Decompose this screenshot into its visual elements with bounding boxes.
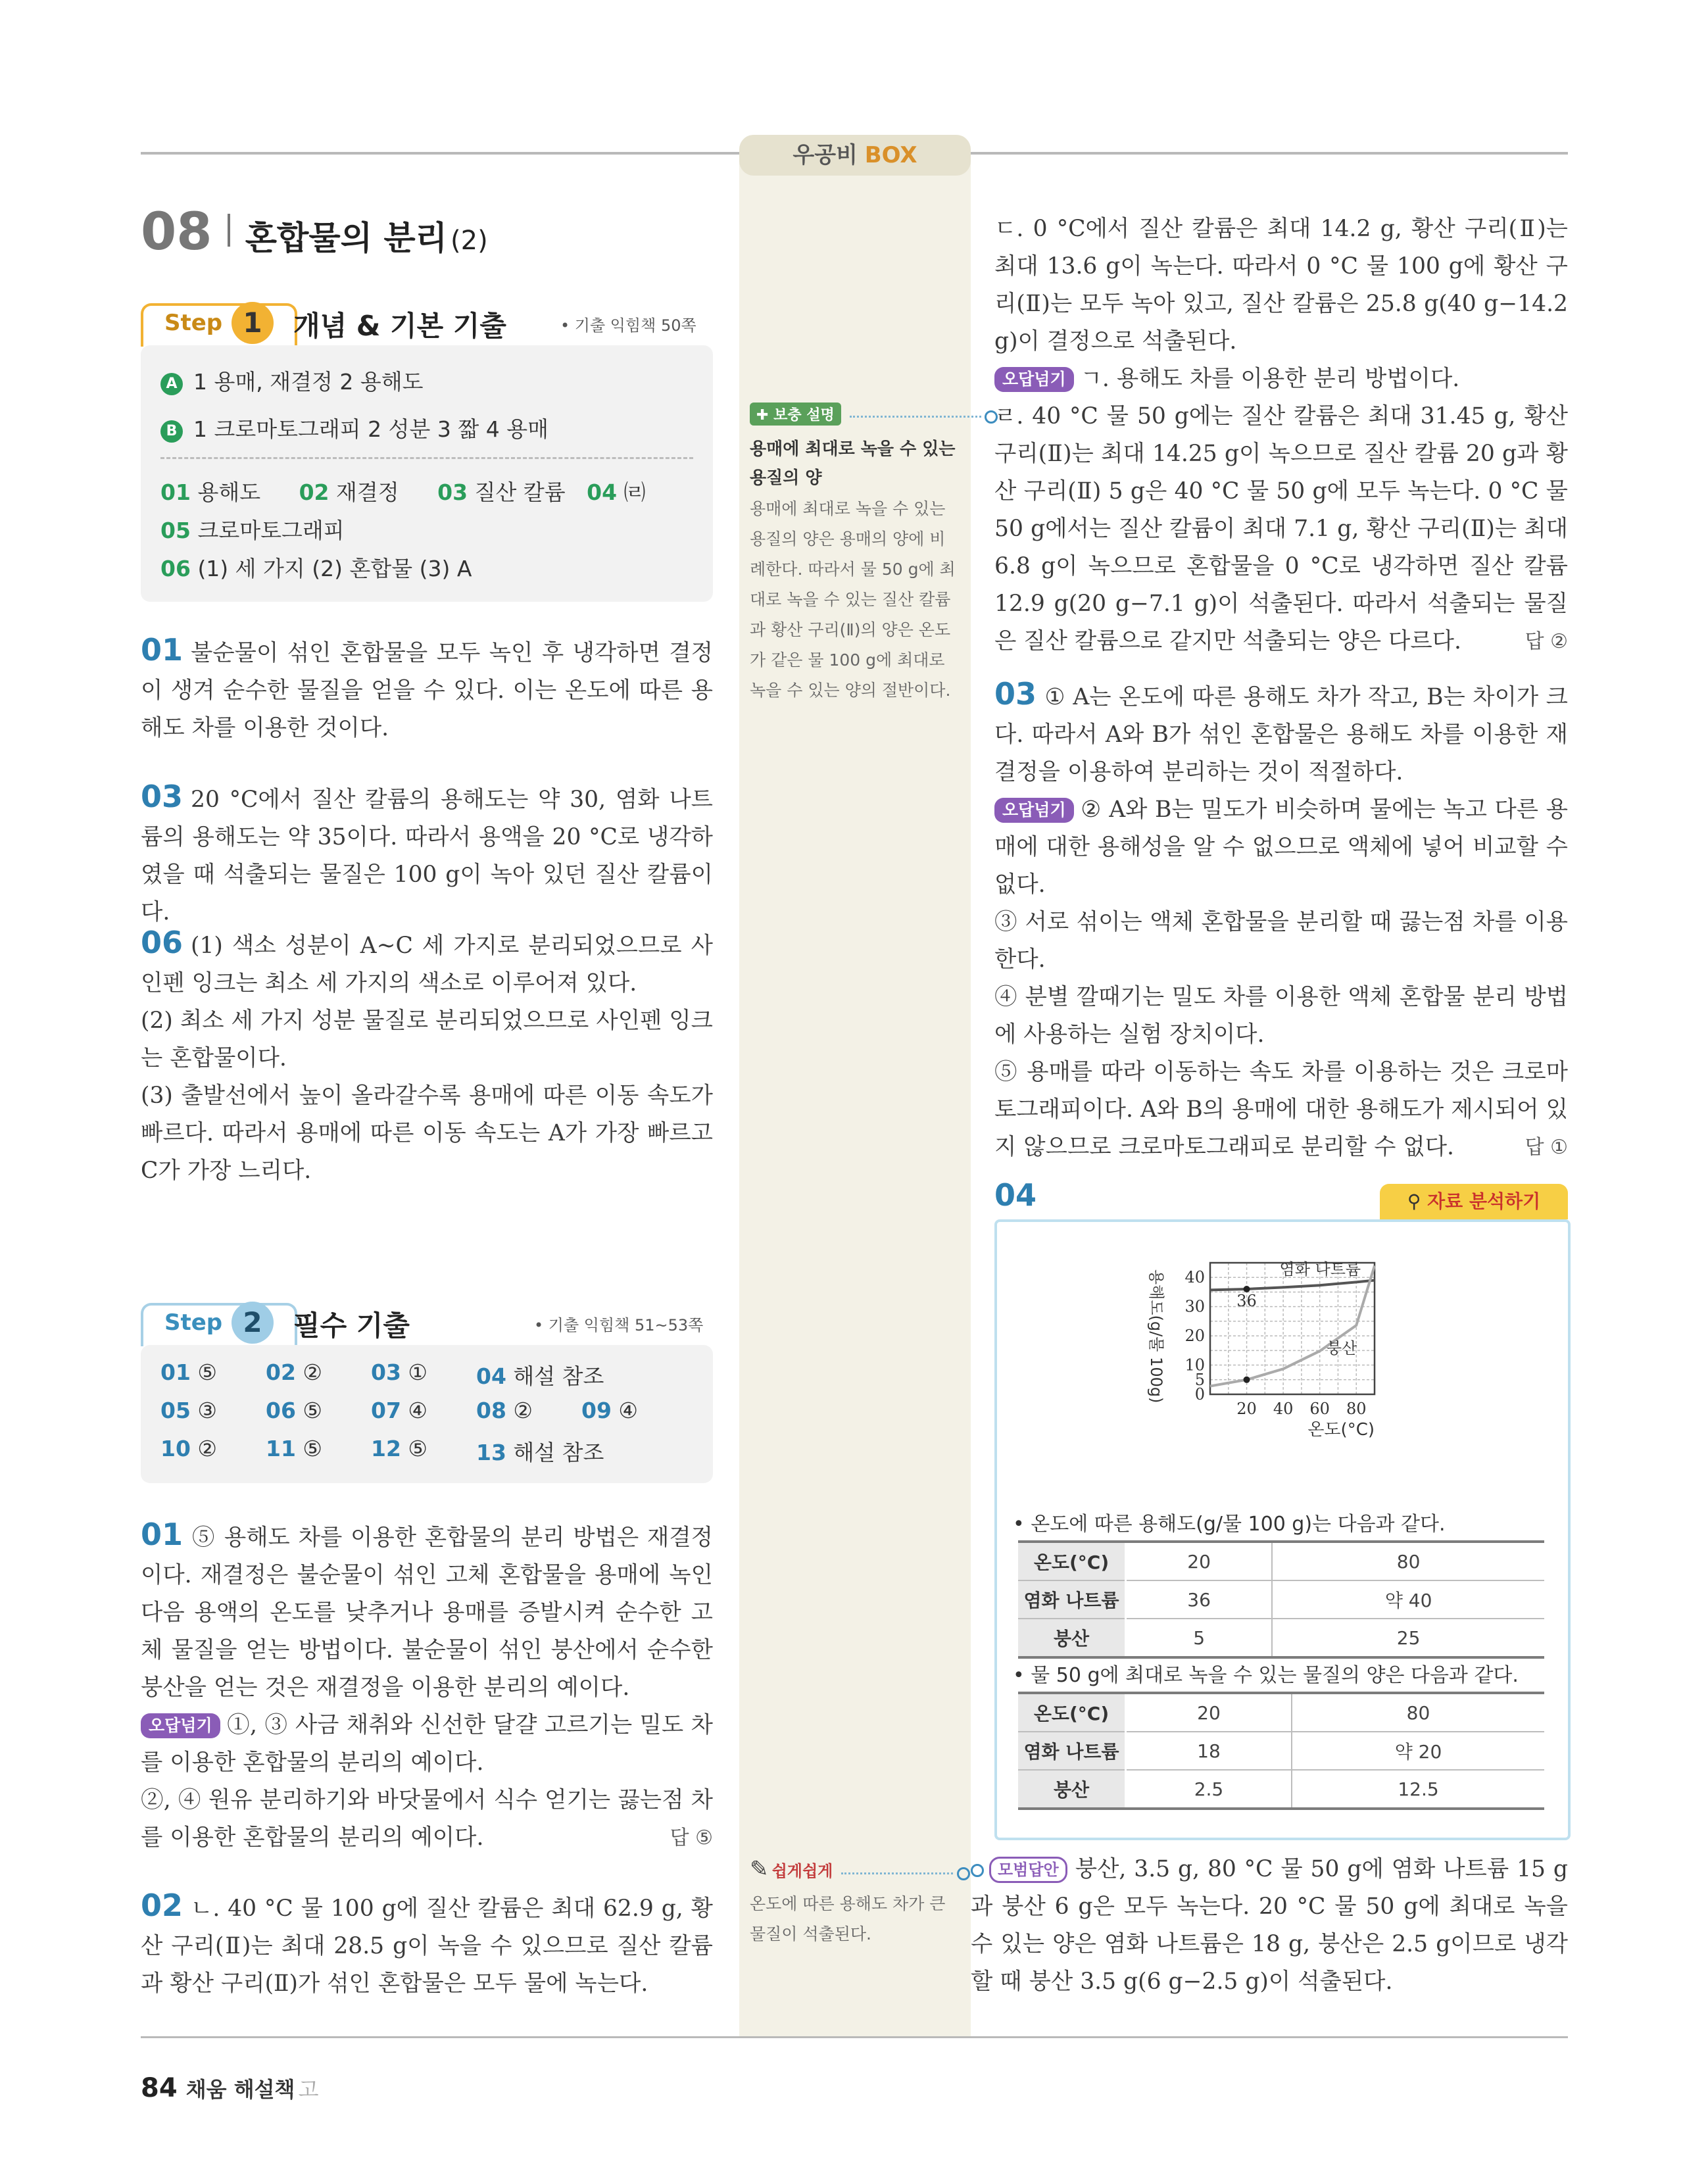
right-q03 xyxy=(994,675,1568,1166)
row-b-text: 1 크로마토그래피 2 성분 3 짧 4 용매 xyxy=(193,416,549,442)
p3-text: ㄹ. 40 °C 물 50 g에는 질산 칼륨은 최대 31.45 g, 황산 구리(Ⅱ)는 최대 14.25 g이 녹으므로 질산 칼륨 20 g과 황산 구리(Ⅱ) 5 g은 40 °C 물 50 g에 모두 녹는다. 0 °C 물 50 g에서는 질산 칼륨이 최대 7.1 g, 황산 구리(Ⅱ)는 최대 6.8 g이 녹으므로 혼합물을 0 °C로 냉각하면 질산 칼륨 12.9 g(20 g−7.1 g)이 석출된다. 따라서 석출되는 물질은 질산 칼륨으로 같지만 석출되는 양은 다르다. xyxy=(994,403,1568,654)
y-tick-label: 5 xyxy=(1194,1370,1205,1389)
step2-answer-item xyxy=(160,1359,217,1385)
step2-answer-item xyxy=(160,1398,217,1423)
box-tab xyxy=(739,135,971,176)
answer-mark: 답 ② xyxy=(1525,630,1568,653)
step1-ref: • 기출 익힘책 50쪽 xyxy=(560,316,696,335)
answer-mark: 답 ① xyxy=(1525,1136,1568,1159)
q-number: 03 xyxy=(994,676,1037,712)
q03-wrong-3: ③ 서로 섞이는 액체 혼합물을 분리할 때 끓는점 차를 이용한다. xyxy=(994,909,1568,973)
table-cell: 20 xyxy=(1126,1693,1292,1732)
table-row xyxy=(1018,1732,1544,1770)
dotted-leader xyxy=(841,1872,953,1874)
q-number: 01 xyxy=(141,1517,183,1552)
ans6-num: 06 xyxy=(160,556,191,581)
y-tick-label: 10 xyxy=(1184,1356,1205,1375)
data-label: 36 xyxy=(1236,1292,1257,1310)
solubility-chart xyxy=(1118,1236,1460,1500)
step1-title: 개념 & 기본 기출 xyxy=(293,310,506,342)
section-number: 08 xyxy=(141,203,212,262)
step2-answer-item xyxy=(581,1398,638,1423)
step2-answer-item xyxy=(371,1359,427,1385)
answer-number: 02 xyxy=(266,1359,296,1385)
answer-number: 07 xyxy=(371,1398,401,1423)
x-tick-label: 40 xyxy=(1273,1400,1294,1418)
y-tick-label: 40 xyxy=(1184,1268,1205,1287)
leader-dot-icon xyxy=(957,1867,970,1880)
answer-number: 05 xyxy=(160,1398,191,1423)
step2-q02 xyxy=(141,1887,713,2003)
table-cell: 5 xyxy=(1126,1619,1273,1657)
table-row xyxy=(1018,1580,1544,1619)
q06-part2: (2) 최소 세 가지 성분 물질로 분리되었으므로 사인펜 잉크는 혼합물이다. xyxy=(141,1008,713,1071)
step2-answer-item xyxy=(266,1359,322,1385)
ans3: 질산 칼륨 xyxy=(474,479,566,505)
step1-header xyxy=(141,299,713,345)
row-header-cell: 붕산 xyxy=(1018,1619,1126,1657)
q06-part3: (3) 출발선에서 높이 올라갈수록 용매에 따른 이동 속도가 빠르다. 따라서 용매에 따른 이동 속도는 A가 가장 빠르고 C가 가장 느리다. xyxy=(141,1083,713,1184)
series-label: 염화 나트륨 xyxy=(1279,1259,1361,1279)
page-number: 84 xyxy=(141,2073,178,2103)
answer-value: ② xyxy=(295,1359,323,1385)
answer-number: 09 xyxy=(581,1398,612,1423)
max-dissolve-table xyxy=(1018,1692,1544,1810)
section-part: (2) xyxy=(451,226,488,256)
x-axis-label: 온도(°C) xyxy=(1307,1420,1375,1440)
row-a-text: 1 용매, 재결정 2 용해도 xyxy=(193,369,424,395)
step2-answer-item xyxy=(371,1436,427,1461)
y-axis-label: 용해도(g/물 100g) xyxy=(1147,1269,1165,1404)
table-cell: 12.5 xyxy=(1292,1770,1544,1809)
answer-value: ④ xyxy=(401,1398,428,1423)
q-text: ⑤ 용해도 차를 이용한 혼합물의 분리 방법은 재결정이다. 재결정은 불순물이 섞인 고체 혼합물을 용매에 녹인 다음 용액의 온도를 낮추거나 용매를 증발시켜 순수한 고체 물질을 얻는 방법이다. 불순물이 섞인 붕산에서 순수한 붕산을 얻는 것은 재결정을 이용한 분리의 예이다. xyxy=(141,1525,713,1701)
answer-number: 12 xyxy=(371,1436,401,1461)
step1-row-answers2 xyxy=(160,514,345,545)
ans1-num: 01 xyxy=(160,479,191,505)
step1-word: Step xyxy=(164,310,223,336)
step1-row-b xyxy=(160,412,549,443)
model-text: 붕산, 3.5 g, 80 °C 물 50 g에 염화 나트륨 15 g과 붕산 6 g은 모두 녹는다. 20 °C 물 50 g에 최대로 녹을 수 있는 양은 염화 나트륨은 18 g, 붕산은 2.5 g이므로 냉각할 때 붕산 3.5 g(6 g−2.5 g)이 석출된다. xyxy=(971,1856,1568,1995)
wrong-answer-tag: 오답넘기 xyxy=(994,367,1074,392)
table-cell: 80 xyxy=(1272,1542,1544,1580)
supplement-title: 용매에 최대로 녹을 수 있는 용질의 양 xyxy=(750,439,956,488)
box-label-b: BOX xyxy=(864,142,917,168)
wrong-text-2: ②, ④ 원유 분리하기와 바닷물에서 식수 얻기는 끓는점 차를 이용한 혼합물의 분리의 예이다. xyxy=(141,1787,713,1851)
y-tick-label: 30 xyxy=(1184,1297,1205,1316)
supplement-tag xyxy=(750,403,841,426)
letter-b-badge: B xyxy=(160,420,183,443)
supplement-body: 용매에 최대로 녹을 수 있는 용질의 양은 용매의 양에 비례한다. 따라서 물 50 g에 최대로 녹을 수 있는 질산 칼륨과 황산 구리(Ⅱ)의 양은 온도가 같은 물 100 g에 최대로 녹을 수 있는 양의 절반이다. xyxy=(750,499,956,700)
brand-suffix: 고 xyxy=(298,2077,319,2102)
table-row xyxy=(1018,1770,1544,1809)
q-number: 01 xyxy=(141,632,183,668)
q-text: 20 °C에서 질산 칼륨의 용해도는 약 30, 염화 나트륨의 용해도는 약 35이다. 따라서 용액을 20 °C로 냉각하였을 때 석출되는 물질은 100 g이 녹아 있던 질산 칼륨이다. xyxy=(141,787,713,925)
ans4: ㈃ xyxy=(623,479,646,505)
data-point xyxy=(1244,1377,1250,1383)
x-tick-label: 20 xyxy=(1236,1400,1257,1418)
q03-wrong-4: ④ 분별 깔때기는 밀도 차를 이용한 액체 혼합물 분리 방법에 사용하는 실험 장치이다. xyxy=(994,984,1568,1048)
page-footer xyxy=(141,2073,318,2103)
answer-number: 13 xyxy=(476,1440,506,1465)
q-text: ㄴ. 40 °C 물 100 g에 질산 칼륨은 최대 62.9 g, 황산 구리(Ⅱ)는 최대 28.5 g이 녹을 수 있으므로 질산 칼륨과 황산 구리(Ⅱ)가 섞인 혼합물은 모두 물에 녹는다. xyxy=(141,1895,713,1997)
easy-tag-label: 쉽게쉽게 xyxy=(771,1862,833,1880)
step2-title: 필수 기출 xyxy=(293,1309,410,1342)
q04-bullet1: • 온도에 따른 용해도(g/물 100 g)는 다음과 같다. xyxy=(1013,1513,1446,1536)
step1-row-answers1 xyxy=(160,476,646,506)
dotted-leader xyxy=(850,416,981,418)
table-cell: 18 xyxy=(1126,1732,1292,1770)
step2-answer-item xyxy=(266,1398,322,1423)
plus-icon: ✚ xyxy=(756,407,774,424)
data-analysis-badge xyxy=(1380,1184,1568,1219)
q04-bullet2: • 물 50 g에 최대로 녹을 수 있는 물질의 양은 다음과 같다. xyxy=(1013,1664,1519,1687)
ans6: (1) 세 가지 (2) 혼합물 (3) A xyxy=(197,556,472,581)
answer-number: 10 xyxy=(160,1436,191,1461)
step1-row-answers3 xyxy=(160,552,472,583)
wrong-answer-tag: 오답넘기 xyxy=(994,798,1074,823)
row-header-cell: 붕산 xyxy=(1018,1770,1126,1809)
table-cell: 2.5 xyxy=(1126,1770,1292,1809)
row-header-cell: 염화 나트륨 xyxy=(1018,1580,1126,1619)
brand-name: 채움 해설책 xyxy=(185,2077,295,2102)
answer-value: ② xyxy=(506,1398,533,1423)
answer-value: ⑤ xyxy=(190,1359,218,1385)
step2-answer-panel xyxy=(141,1345,713,1483)
step2-header xyxy=(141,1299,713,1345)
step2-answer-item xyxy=(476,1398,533,1423)
p1-text: ㄷ. 0 °C에서 질산 칼륨은 최대 14.2 g, 황산 구리(Ⅱ)는 최대 13.6 g이 녹는다. 따라서 0 °C 물 100 g에 황산 구리(Ⅱ)는 모두 녹아 있고, 질산 칼륨은 25.8 g(40 g−14.2 g)이 결정으로 석출된다. xyxy=(994,216,1568,354)
answer-number: 01 xyxy=(160,1359,191,1385)
ans5: 크로마토그래피 xyxy=(197,518,345,543)
answer-value: ⑤ xyxy=(401,1436,428,1461)
wrong-answer-tag: 오답넘기 xyxy=(141,1713,220,1738)
data-analysis-label: 자료 분석하기 xyxy=(1427,1190,1541,1212)
step2-word: Step xyxy=(164,1309,223,1336)
q-number: 02 xyxy=(141,1888,183,1923)
step1-row-a xyxy=(160,365,423,396)
x-tick-label: 80 xyxy=(1346,1400,1367,1418)
y-tick-label: 20 xyxy=(1184,1327,1205,1346)
title-divider xyxy=(228,214,230,247)
step2-answer-item xyxy=(371,1398,427,1423)
step2-answer-item xyxy=(160,1436,217,1461)
table-cell: 약 20 xyxy=(1292,1732,1544,1770)
step2-answer-item xyxy=(476,1436,604,1467)
left-q01 xyxy=(141,631,713,747)
q-text: ① A는 온도에 따른 용해도 차가 작고, B는 차이가 크다. 따라서 A와 B가 섞인 혼합물은 용해도 차를 이용한 재결정을 이용하여 분리하는 것이 적절하다. xyxy=(994,684,1568,785)
answer-value: ③ xyxy=(190,1398,218,1423)
row-header-cell: 온도(°C) xyxy=(1018,1693,1126,1732)
table-row xyxy=(1018,1542,1544,1580)
solubility-table xyxy=(1018,1540,1544,1659)
q03-wrong-5: ⑤ 용매를 따라 이동하는 속도 차를 이용하는 것은 크로마토그래피이다. A와 B의 용매에 대한 용해도가 제시되어 있지 않으므로 크로마토그래피로 분리할 수 없다. xyxy=(994,1059,1568,1160)
q-number: 06 xyxy=(141,925,183,960)
table-row xyxy=(1018,1619,1544,1657)
answer-value: 해설 참조 xyxy=(506,1440,604,1465)
letter-a-badge: A xyxy=(160,373,183,395)
answer-value: ④ xyxy=(611,1398,639,1423)
p2-text: ㄱ. 용해도 차를 이용한 분리 방법이다. xyxy=(1080,366,1460,392)
clip-icon: ⚲ xyxy=(1407,1190,1428,1212)
answer-value: ① xyxy=(401,1359,428,1385)
answer-value: ⑤ xyxy=(295,1398,323,1423)
row-header-cell: 염화 나트륨 xyxy=(1018,1732,1126,1770)
ans2: 재결정 xyxy=(336,479,399,505)
answer-number: 06 xyxy=(266,1398,296,1423)
ans4-num: 04 xyxy=(587,479,618,505)
answer-value: ② xyxy=(190,1436,218,1461)
easy-body: 온도에 따른 용해도 차가 큰 물질이 석출된다. xyxy=(750,1894,946,1943)
bottom-rule xyxy=(141,2036,1568,2038)
model-tag: 모범답안 xyxy=(989,1857,1067,1883)
ans1: 용해도 xyxy=(197,479,261,505)
step2-q01 xyxy=(141,1516,713,1857)
q-text: 불순물이 섞인 혼합물을 모두 녹인 후 냉각하면 결정이 생겨 순수한 물질을 얻을 수 있다. 이는 온도에 따른 용해도 차를 이용한 것이다. xyxy=(141,640,713,741)
answer-number: 08 xyxy=(476,1398,506,1423)
supplement-tag-label: 보충 설명 xyxy=(773,407,835,424)
wrong-text-1: ①, ③ 사금 채취와 신선한 달걀 고르기는 밀도 차를 이용한 혼합물의 분리의 예이다. xyxy=(141,1712,713,1776)
step1-answer-panel xyxy=(141,345,713,602)
sidebar-note-easy xyxy=(750,1856,960,1949)
step1-num: 1 xyxy=(232,302,274,344)
answer-number: 03 xyxy=(371,1359,401,1385)
answer-number: 04 xyxy=(476,1363,506,1389)
table-row xyxy=(1018,1693,1544,1732)
table-cell: 80 xyxy=(1292,1693,1544,1732)
step2-answer-item xyxy=(266,1436,322,1461)
answer-value: ⑤ xyxy=(295,1436,323,1461)
ans5-num: 05 xyxy=(160,518,191,543)
left-q03 xyxy=(141,778,713,931)
section-name: 혼합물의 분리 xyxy=(245,219,447,257)
series-label: 붕산 xyxy=(1326,1338,1357,1357)
row-header-cell: 온도(°C) xyxy=(1018,1542,1126,1580)
model-answer xyxy=(971,1851,1568,2001)
table-cell: 25 xyxy=(1272,1619,1544,1657)
section-title xyxy=(141,203,488,262)
ans3-num: 03 xyxy=(437,479,468,505)
right-p1 xyxy=(994,210,1568,660)
q03-wrong-2: ② A와 B는 밀도가 비슷하며 물에는 녹고 다른 용매에 대한 용해성을 알 수 없으므로 액체에 넣어 비교할 수 없다. xyxy=(994,796,1568,898)
table-cell: 36 xyxy=(1126,1580,1273,1619)
q04-number: 04 xyxy=(994,1177,1037,1213)
step2-num: 2 xyxy=(232,1302,274,1344)
leader-dot-icon xyxy=(971,1864,984,1877)
sidebar-note-supplement xyxy=(750,403,960,706)
table-cell: 약 40 xyxy=(1272,1580,1544,1619)
q-number: 03 xyxy=(141,779,183,814)
q-text: (1) 색소 성분이 A~C 세 가지로 분리되었으므로 사인펜 잉크는 최소 세 가지의 색소로 이루어져 있다. xyxy=(141,933,713,996)
step2-ref: • 기출 익힘책 51~53쪽 xyxy=(534,1316,704,1334)
y-tick-label: 0 xyxy=(1194,1385,1205,1404)
answer-value: 해설 참조 xyxy=(506,1363,604,1389)
table-cell: 20 xyxy=(1126,1542,1273,1580)
answer-mark: 답 ⑤ xyxy=(670,1826,713,1849)
left-q06 xyxy=(141,924,713,1190)
answer-number: 11 xyxy=(266,1436,296,1461)
pencil-icon: ✎ xyxy=(750,1856,769,1882)
x-tick-label: 60 xyxy=(1309,1400,1330,1418)
step2-answer-item xyxy=(476,1359,604,1390)
ans2-num: 02 xyxy=(299,479,329,505)
box-label-a: 우공비 xyxy=(793,142,858,168)
panel-dashed-divider xyxy=(160,457,693,459)
series-line xyxy=(1210,1281,1375,1290)
